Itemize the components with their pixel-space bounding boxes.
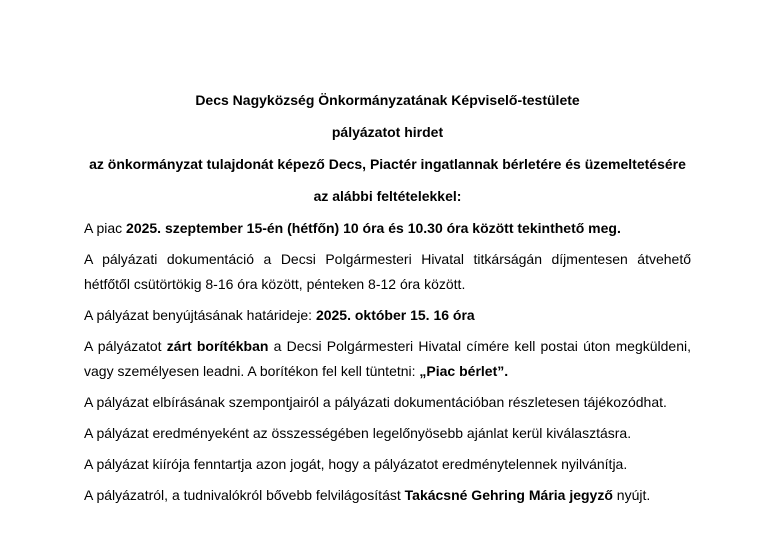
heading-property-description: az önkormányzat tulajdonát képező Decs, Piactér ingatlannak bérletére és üzemeltetésére bbox=[89, 156, 686, 172]
heading-council: Decs Nagyközség Önkormányzatának Képviselő-testülete bbox=[195, 92, 580, 108]
envelope-intro: A pályázatot bbox=[84, 338, 167, 354]
documentation-line-2: hétfőtől csütörtökig 8-16 óra között, pénteken 8-12 óra között. bbox=[84, 276, 466, 292]
paragraph-rights: A pályázat kiírója fenntartja azon jogát, hogy a pályázatot eredménytelennek nyilvánítja. bbox=[84, 456, 628, 472]
paragraph-documentation bbox=[84, 247, 691, 297]
documentation-line-1: A pályázati dokumentáció a Decsi Polgármesteri Hivatal titkárságán díjmentesen átvehető bbox=[84, 251, 691, 267]
paragraph-envelope bbox=[84, 334, 691, 384]
contact-intro: A pályázatról, a tudnivalókról bővebb felvilágosítást bbox=[84, 487, 405, 503]
paragraph-contact bbox=[84, 483, 691, 508]
envelope-sealed: zárt borítékban bbox=[166, 338, 269, 354]
paragraph-viewing-time bbox=[84, 216, 691, 241]
paragraph-deadline bbox=[84, 303, 691, 328]
envelope-line-2 bbox=[84, 359, 691, 384]
envelope-delivery: vagy személyesen leadni. A borítékon fel kell tüntetni: bbox=[84, 363, 420, 379]
heading-announces-tender: pályázatot hirdet bbox=[331, 124, 444, 140]
contact-outro: nyújt. bbox=[612, 487, 651, 503]
viewing-time-intro: A piac bbox=[84, 220, 127, 236]
deadline-intro: A pályázat benyújtásának határideje: bbox=[84, 307, 316, 323]
paragraph-criteria: A pályázat elbírásának szempontjairól a pályázati dokumentációban részletesen tájékozódhat. bbox=[84, 394, 667, 410]
paragraph-result: A pályázat eredményeként az összességében legelőnyösebb ajánlat kerül kiválasztásra. bbox=[84, 425, 632, 441]
deadline-date: 2025. október 15. 16 óra bbox=[315, 307, 475, 323]
contact-person: Takácsné Gehring Mária jegyző bbox=[404, 487, 613, 503]
envelope-line-1 bbox=[84, 334, 691, 359]
viewing-time-details: 2025. szeptember 15-én (hétfőn) 10 óra és 10.30 óra között tekinthető meg. bbox=[126, 220, 621, 236]
envelope-label: „Piac bérlet”. bbox=[419, 363, 509, 379]
heading-conditions: az alábbi feltételekkel: bbox=[313, 188, 462, 204]
envelope-address: a Decsi Polgármesteri Hivatal címére kell postai úton megküldeni, bbox=[268, 338, 691, 354]
